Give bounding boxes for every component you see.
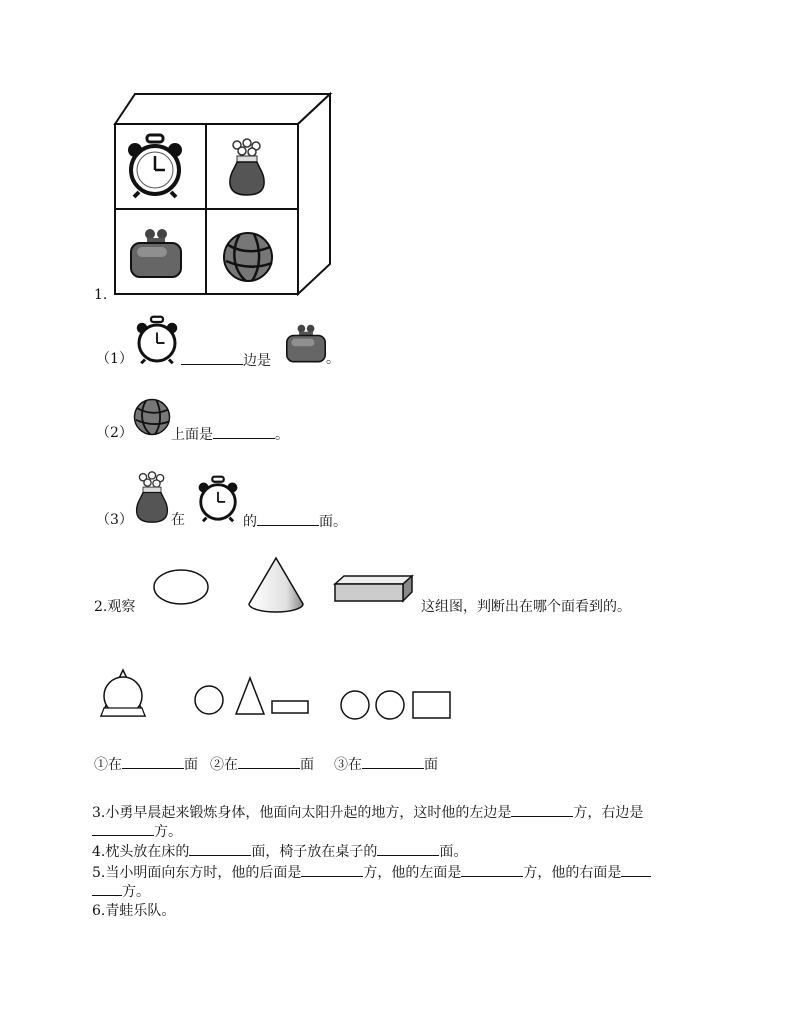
- q4-blank-2[interactable]: [377, 841, 439, 856]
- flower-vase-icon: [134, 470, 170, 524]
- view-2-shapes: [193, 676, 311, 718]
- q6-text: 6.青蛙乐队。: [92, 903, 176, 919]
- q2-answer-2-label: ②在: [210, 757, 238, 773]
- q2-answer-3-blank[interactable]: [362, 754, 424, 769]
- q1-sub3-mid: 在: [171, 512, 185, 528]
- q3-blank-2[interactable]: [92, 821, 154, 836]
- q2-answer-2-unit: 面: [300, 757, 314, 773]
- cone-shape: [246, 556, 306, 614]
- q1-sub2-label: （2）: [96, 425, 133, 441]
- alarm-clock-icon: [196, 476, 240, 522]
- q2-prefix: 2.观察: [94, 599, 136, 615]
- q1-sub1-text: 边是: [243, 353, 271, 369]
- q2-answer-3-unit: 面: [424, 757, 438, 773]
- q1-sub1-end: 。: [326, 351, 340, 367]
- q5-blank-3b[interactable]: [92, 881, 122, 896]
- q1-sub3-end: 面。: [319, 514, 347, 530]
- q2-suffix: 这组图，判断出在哪个面看到的。: [421, 599, 631, 615]
- q3-line1a: 3.小勇早晨起来锻炼身体，他面向太阳升起的地方，这时他的左边是: [92, 805, 512, 821]
- basketball-icon: [133, 398, 171, 436]
- alarm-clock-icon: [125, 134, 185, 198]
- q1-sub2-end: 。: [275, 427, 289, 443]
- q1-sub2-blank[interactable]: [213, 424, 275, 439]
- cuboid-shape: [332, 574, 414, 604]
- purse-icon: [284, 324, 328, 364]
- q4-blank-1[interactable]: [189, 841, 251, 856]
- flower-vase-icon: [227, 138, 267, 196]
- q2-answer-2-blank[interactable]: [238, 754, 300, 769]
- ellipse-shape: [152, 568, 210, 606]
- q5-blank-1[interactable]: [301, 862, 363, 877]
- q5-line1a: 5.当小明面向东方时，他的后面是: [92, 865, 302, 881]
- q4-part-c: 面。: [439, 844, 468, 860]
- q2-answer-1-blank[interactable]: [122, 754, 184, 769]
- view-1-combined-shape: [100, 668, 146, 718]
- q2-answer-1-unit: 面: [184, 757, 198, 773]
- q1-sub1-label: （1）: [96, 351, 133, 367]
- q1-sub3-mid2: 的: [243, 514, 257, 530]
- q2-answer-1-label: ①在: [94, 757, 122, 773]
- q5-line2: 方。: [122, 884, 150, 900]
- q4-part-b: 面，椅子放在桌子的: [251, 844, 378, 860]
- basketball-icon: [222, 231, 274, 283]
- q3-blank-1[interactable]: [511, 802, 573, 817]
- q5-line1b: 方，他的左面是: [363, 865, 462, 881]
- q4-part-a: 4.枕头放在床的: [92, 844, 190, 860]
- q3-line1b: 方，右边是: [573, 805, 644, 821]
- alarm-clock-icon: [134, 316, 180, 364]
- q2-answer-3-label: ③在: [334, 757, 362, 773]
- q3-line2: 方。: [154, 824, 182, 840]
- q1-sub3-blank[interactable]: [257, 511, 319, 526]
- purse-icon: [129, 228, 183, 280]
- view-3-shapes: [338, 686, 454, 722]
- q1-sub1-blank[interactable]: [181, 350, 243, 365]
- q1-sub2-text: 上面是: [171, 427, 213, 443]
- q5-blank-3a[interactable]: [621, 862, 651, 877]
- q5-line1c: 方，他的右面是: [523, 865, 622, 881]
- question-1-number: 1.: [94, 287, 108, 303]
- q5-blank-2[interactable]: [461, 862, 523, 877]
- q1-sub3-label: （3）: [96, 512, 133, 528]
